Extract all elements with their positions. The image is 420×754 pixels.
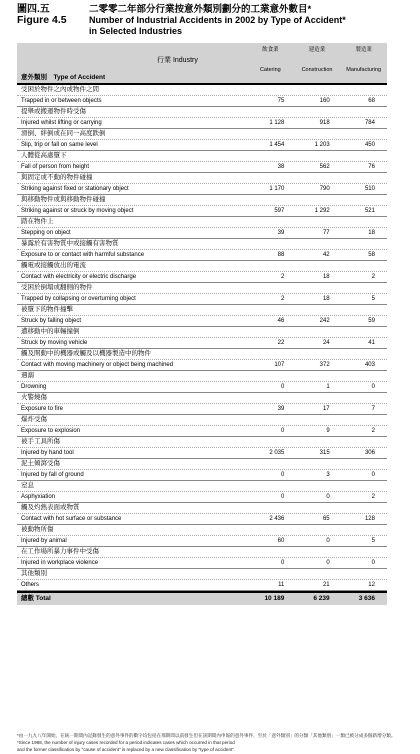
table-row xyxy=(17,437,387,459)
cell-manufacturing: 403 xyxy=(364,362,375,368)
cell-catering: 1 128 xyxy=(269,120,285,126)
row-label-zh: 提舉或搬運物件時受傷 xyxy=(17,107,387,118)
footnote-en-2: and the former classification by "cause of accident" is replaced by a new classification by "type of accident". xyxy=(17,747,236,752)
table-row xyxy=(17,239,387,261)
column-header-catering: 飲食業 Catering xyxy=(259,47,281,73)
cell-construction: 562 xyxy=(319,164,330,170)
cell-manufacturing: 2 xyxy=(371,494,375,500)
row-label-zh: 滑倒、絆倒或在同一高度跌倒 xyxy=(17,129,387,140)
footnote-zh: *由一九九八年開始，在統一期間內記錄發生的意外事件的數字均包括在那期間以前發生但在該期間內申報的意外事件，至於「意外類別」的分類「其他類別」一類已被分成多個新增分類。 xyxy=(17,733,396,738)
header-zh-row xyxy=(17,4,417,15)
cell-manufacturing: 5 xyxy=(371,538,375,544)
row-label-en: Injured whilst lifting or carrying xyxy=(21,120,102,126)
row-label-en: Contact with hot surface or substance xyxy=(21,516,122,522)
row-label-en: Struck by moving vehicle xyxy=(21,340,88,346)
total-value-catering: 10 189 xyxy=(264,595,285,602)
row-label-zh: 人體從高處墮下 xyxy=(17,151,387,162)
row-label-zh: 被動物所傷 xyxy=(17,525,387,536)
cell-catering: 46 xyxy=(277,318,285,324)
table-row xyxy=(17,261,387,283)
row-label-zh: 泥土傾瀉受傷 xyxy=(17,459,387,470)
row-label-en: Asphyxiation xyxy=(21,494,56,500)
figure-title-zh: 二零零二年部分行業按意外類別劃分的工業意外數目* xyxy=(89,4,312,15)
figure-number-en: Figure 4.5 xyxy=(17,14,67,26)
cell-manufacturing: 12 xyxy=(368,582,375,588)
row-label-en: Slip, trip or fall on same level xyxy=(21,142,98,148)
cell-catering: 2 035 xyxy=(269,450,285,456)
total-label: 總數 Total xyxy=(21,595,51,602)
row-label-zh: 與移動物件或與移動物件碰撞 xyxy=(17,195,387,206)
cell-manufacturing: 41 xyxy=(368,340,375,346)
cell-construction: 1 xyxy=(326,384,330,390)
table-body xyxy=(17,85,387,591)
cell-manufacturing: 68 xyxy=(368,98,375,104)
cell-manufacturing: 59 xyxy=(368,318,375,324)
cell-construction: 17 xyxy=(322,406,330,412)
column-header-construction: 建造業 Construction xyxy=(301,47,333,73)
footnotes xyxy=(17,732,417,753)
row-label-en: Struck by falling object xyxy=(21,318,82,324)
row-label-en: Injured by fall of ground xyxy=(21,472,84,478)
row-label-en: Exposure to explosion xyxy=(21,428,81,434)
cell-manufacturing: 76 xyxy=(368,164,375,170)
cell-manufacturing: 2 xyxy=(371,274,375,280)
cell-catering: 1 170 xyxy=(269,186,285,192)
total-value-construction: 6 239 xyxy=(313,595,330,602)
cell-catering: 39 xyxy=(277,230,285,236)
cell-catering: 22 xyxy=(277,340,285,346)
cell-catering: 107 xyxy=(274,362,285,368)
row-label-zh: 與固定或不動的物件碰撞 xyxy=(17,173,387,184)
table-row xyxy=(17,305,387,327)
table-row xyxy=(17,481,387,503)
cell-catering: 0 xyxy=(280,494,285,500)
cell-manufacturing: 18 xyxy=(368,230,375,236)
table-row xyxy=(17,107,387,129)
row-label-zh: 其他類別 xyxy=(17,569,387,580)
column-header-manufacturing: 製造業 Manufacturing xyxy=(346,47,382,73)
cell-catering: 38 xyxy=(277,164,285,170)
cell-construction: 372 xyxy=(319,362,330,368)
cell-construction: 21 xyxy=(322,582,330,588)
cell-catering: 0 xyxy=(280,384,285,390)
row-label-en: Stepping on object xyxy=(21,230,71,236)
total-value-manufacturing: 3 636 xyxy=(358,595,375,602)
cell-manufacturing: 128 xyxy=(364,516,375,522)
cell-manufacturing: 5 xyxy=(371,296,375,302)
row-label-zh: 遭移動中的車輛撞倒 xyxy=(17,327,387,338)
cell-manufacturing: 0 xyxy=(371,384,375,390)
row-label-zh: 爆炸受傷 xyxy=(17,415,387,426)
cell-catering: 75 xyxy=(277,98,285,104)
cell-catering: 597 xyxy=(274,208,285,214)
page-header xyxy=(17,4,417,37)
row-label-en: Fall of person from height xyxy=(21,164,90,170)
cell-manufacturing: 521 xyxy=(364,208,375,214)
cell-catering: 11 xyxy=(278,582,285,588)
row-label-en: Contact with moving machinery or object being machined xyxy=(21,362,174,368)
row-label-zh: 觸及灼熱表面或物質 xyxy=(17,503,387,514)
figure-number-zh: 圖四.五 xyxy=(17,4,50,15)
row-label-zh: 踏在物件上 xyxy=(17,217,387,228)
row-label-zh: 受困於倒塌或翻側的物件 xyxy=(17,283,387,294)
cell-manufacturing: 450 xyxy=(364,142,375,148)
footnote-en-1: *Since 1998, the number of injury cases recorded for a period indicates cases which occurred in that period xyxy=(17,740,235,745)
cell-manufacturing: 0 xyxy=(371,560,375,566)
table-header xyxy=(17,43,387,85)
table-row xyxy=(17,151,387,173)
header-en-row-2 xyxy=(17,26,417,37)
cell-catering: 0 xyxy=(280,560,285,566)
cell-construction: 1 203 xyxy=(314,142,330,148)
table-row xyxy=(17,327,387,349)
table-row xyxy=(17,415,387,437)
table-row xyxy=(17,129,387,151)
cell-catering: 1 454 xyxy=(269,142,285,148)
cell-catering: 2 436 xyxy=(269,516,285,522)
cell-catering: 0 xyxy=(280,428,285,434)
cell-manufacturing: 58 xyxy=(368,252,375,258)
cell-construction: 790 xyxy=(319,186,330,192)
cell-construction: 18 xyxy=(322,274,330,280)
table-row xyxy=(17,283,387,305)
table-row xyxy=(17,525,387,547)
cell-construction: 0 xyxy=(326,560,330,566)
cell-manufacturing: 784 xyxy=(364,120,375,126)
row-label-en: Injured by animal xyxy=(21,538,67,544)
accident-table xyxy=(17,43,387,605)
row-label-zh: 被手工具所傷 xyxy=(17,437,387,448)
total-row xyxy=(17,591,387,605)
cell-construction: 160 xyxy=(319,98,330,104)
row-label-en: Drowning xyxy=(21,384,47,390)
type-of-accident-label: 意外類別 Type of Accident xyxy=(21,74,106,81)
cell-construction: 3 xyxy=(326,472,330,478)
figure-title-en-2: in Selected Industries xyxy=(89,26,183,36)
cell-manufacturing: 7 xyxy=(371,406,375,412)
cell-catering: 60 xyxy=(277,538,285,544)
cell-construction: 1 292 xyxy=(314,208,330,214)
cell-catering: 0 xyxy=(280,472,285,478)
cell-construction: 65 xyxy=(322,516,330,522)
row-label-en: Others xyxy=(21,582,40,588)
cell-construction: 42 xyxy=(322,252,330,258)
cell-construction: 918 xyxy=(319,120,330,126)
cell-construction: 242 xyxy=(319,318,330,324)
row-label-en: Exposure to fire xyxy=(21,406,64,412)
row-label-zh: 在工作場所暴力事件中受傷 xyxy=(17,547,387,558)
cell-catering: 39 xyxy=(277,406,285,412)
table-row xyxy=(17,569,387,591)
cell-catering: 2 xyxy=(280,296,285,302)
table-row xyxy=(17,371,387,393)
row-label-zh: 被墮下的物件撞擊 xyxy=(17,305,387,316)
table-row xyxy=(17,393,387,415)
table-row xyxy=(17,459,387,481)
cell-manufacturing: 2 xyxy=(371,428,375,434)
row-label-zh: 受困於物件之內或物件之間 xyxy=(17,85,387,96)
row-label-en: Trapped in or between objects xyxy=(21,98,102,104)
cell-construction: 0 xyxy=(326,494,330,500)
row-label-zh: 窒息 xyxy=(17,481,387,492)
cell-construction: 77 xyxy=(322,230,330,236)
cell-manufacturing: 0 xyxy=(371,472,375,478)
figure-title-en: Number of Industrial Accidents in 2002 by Type of Accident* xyxy=(89,15,346,25)
row-label-zh: 火警燒傷 xyxy=(17,393,387,404)
cell-catering: 2 xyxy=(280,274,285,280)
industry-label: 行業 Industry xyxy=(157,57,198,64)
cell-construction: 24 xyxy=(322,340,330,346)
table-row xyxy=(17,195,387,217)
table-row xyxy=(17,173,387,195)
table-row xyxy=(17,547,387,569)
header-en-row xyxy=(17,15,417,26)
table-row xyxy=(17,349,387,371)
row-label-en: Striking against or struck by moving object xyxy=(21,208,134,214)
row-label-en: Exposure to or contact with harmful substance xyxy=(21,252,145,258)
row-label-zh: 觸電或接觸放出的電流 xyxy=(17,261,387,272)
cell-catering: 88 xyxy=(277,252,285,258)
table-row xyxy=(17,217,387,239)
cell-manufacturing: 510 xyxy=(364,186,375,192)
row-label-en: Injured in workplace violence xyxy=(21,560,99,566)
cell-construction: 0 xyxy=(326,538,330,544)
table-row xyxy=(17,85,387,107)
row-label-en: Injured by hand tool xyxy=(21,450,74,456)
row-label-en: Striking against fixed or stationary object xyxy=(21,186,129,192)
row-label-en: Contact with electricity or electric discharge xyxy=(21,274,137,280)
table-row xyxy=(17,503,387,525)
cell-construction: 315 xyxy=(319,450,330,456)
row-label-zh: 觸及開動中的機器或觸及以機器製造中的物件 xyxy=(17,349,387,360)
cell-construction: 9 xyxy=(326,428,330,434)
row-label-en: Trapped by collapsing or overturning object xyxy=(21,296,136,302)
cell-construction: 18 xyxy=(322,296,330,302)
cell-manufacturing: 306 xyxy=(364,450,375,456)
row-label-zh: 暴露於有害物質中或接觸有害物質 xyxy=(17,239,387,250)
row-label-zh: 遇溺 xyxy=(17,371,387,382)
